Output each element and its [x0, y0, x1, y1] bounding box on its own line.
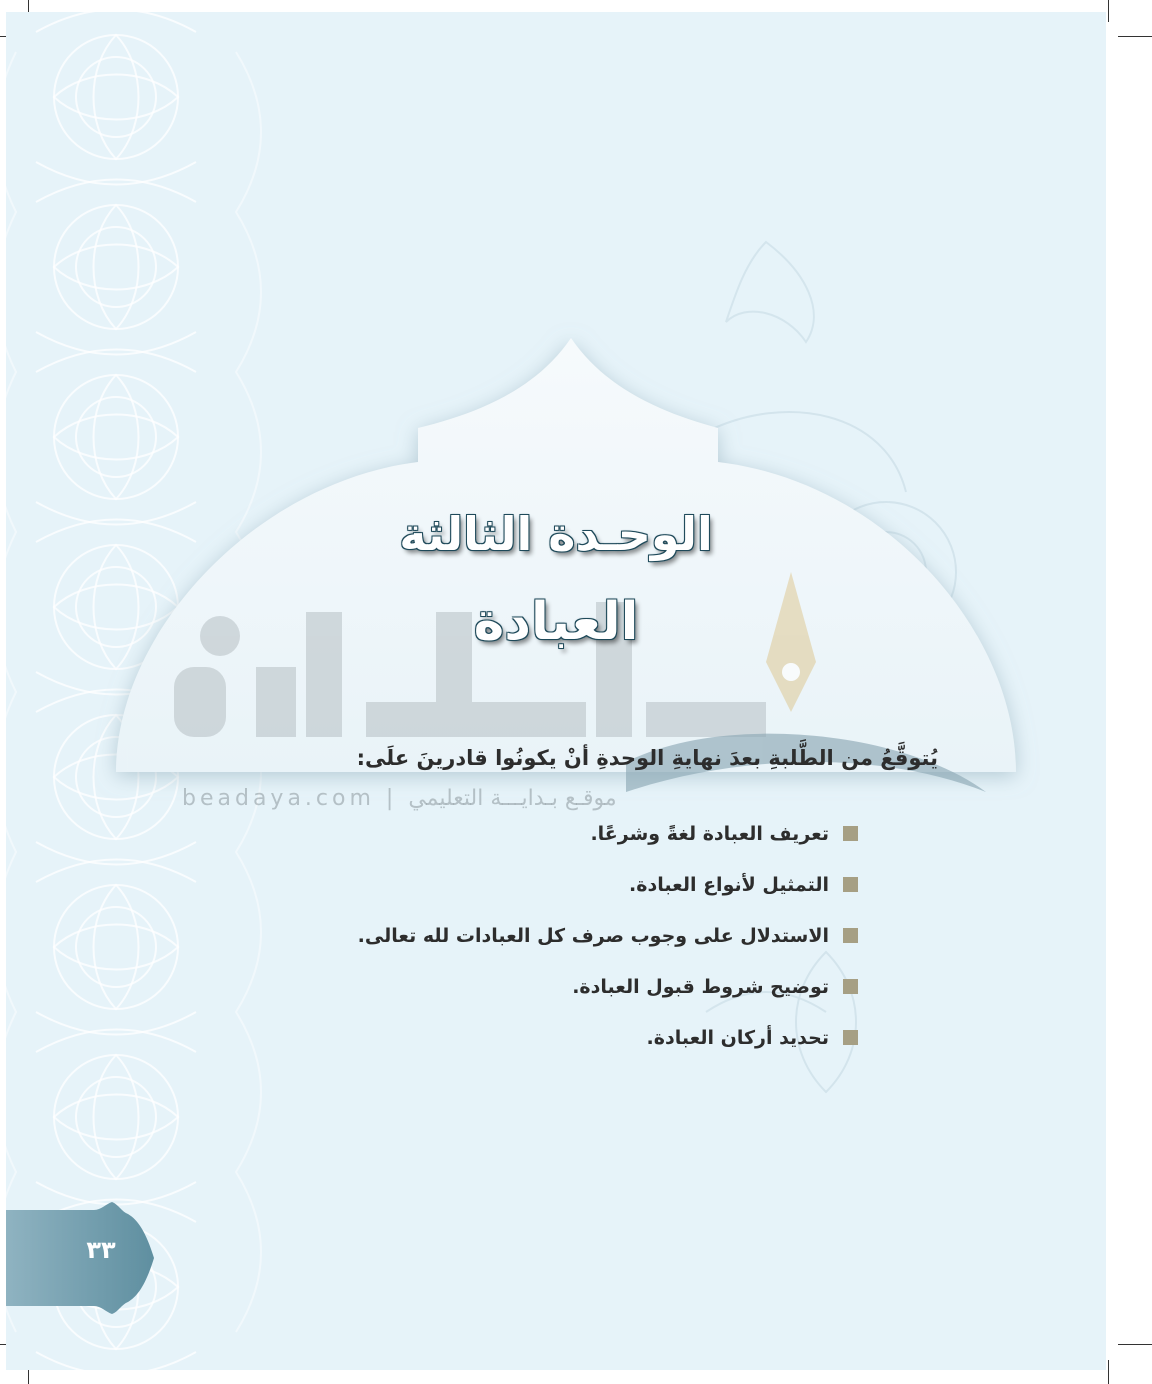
watermark-site-text: beadaya.com | موقـع بـدايـــة التعليمي [182, 786, 617, 811]
objectives-intro: يُتوقَّعُ من الطَّلبةِ بعدَ نهايةِ الوحدةِ أنْ يكونُوا قادرينَ علَى: [356, 746, 938, 770]
lesson-title: العبادة [473, 592, 639, 652]
objective-text: تعريف العبادة لغةً وشرعًا. [590, 822, 829, 845]
crop-mark [1118, 1344, 1152, 1345]
objective-text: توضيح شروط قبول العبادة. [572, 975, 829, 998]
list-item [358, 808, 858, 859]
page [6, 12, 1106, 1370]
objective-text: التمثيل لأنواع العبادة. [629, 873, 829, 896]
objectives-list [358, 808, 858, 1063]
list-item [358, 961, 858, 1012]
square-bullet-icon [843, 979, 858, 994]
square-bullet-icon [843, 826, 858, 841]
page-number: ٣٣ [86, 1236, 116, 1264]
objective-text: الاستدلال على وجوب صرف كل العبادات لله تعالى. [357, 924, 829, 947]
list-item [358, 910, 858, 961]
unit-title: الوحـدة الثالثة [399, 507, 713, 561]
list-item [358, 859, 858, 910]
square-bullet-icon [843, 1030, 858, 1045]
objective-text: تحديد أركان العبادة. [646, 1026, 829, 1049]
watermark-logo [6, 12, 1106, 1370]
crop-mark [1108, 0, 1109, 22]
crop-mark [1118, 36, 1152, 37]
list-item [358, 1012, 858, 1063]
square-bullet-icon [843, 928, 858, 943]
square-bullet-icon [843, 877, 858, 892]
crop-mark [1108, 1360, 1109, 1384]
